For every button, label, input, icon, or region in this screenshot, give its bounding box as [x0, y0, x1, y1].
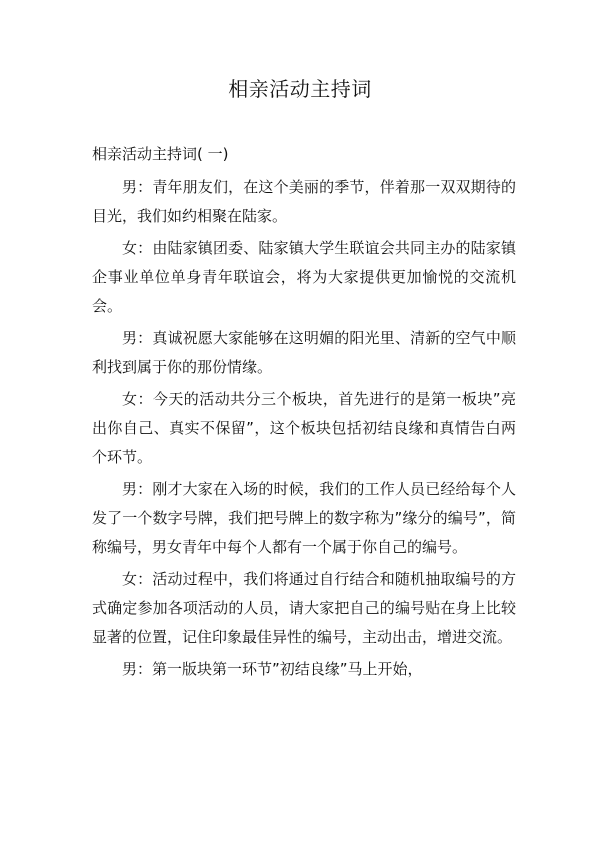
- paragraph-1: 男：青年朋友们，在这个美丽的季节，伴着那一双双期待的目光，我们如约相聚在陆家。: [92, 178, 516, 225]
- paragraph-3: 男：真诚祝愿大家能够在这明媚的阳光里、清新的空气中顺利找到属于你的那份情缘。: [92, 329, 516, 376]
- paragraph-4: 女：今天的活动共分三个板块，首先进行的是第一板块”亮出你自己、真实不保留”，这个板块包括初结良缘和真情告白两个环节。: [92, 390, 516, 466]
- document-body: [92, 140, 516, 687]
- section-subtitle: 相亲活动主持词( 一): [92, 145, 229, 163]
- paragraph-2: 女：由陆家镇团委、陆家镇大学生联谊会共同主办的陆家镇企事业单位单身青年联谊会，将为大家提供更加愉悦的交流机会。: [92, 239, 516, 315]
- paragraph-5: 男：刚才大家在入场的时候，我们的工作人员已经给每个人发了一个数字号牌，我们把号牌上的数字称为”缘分的编号”，简称编号，男女青年中每个人都有一个属于你自己的编号。: [92, 480, 516, 556]
- paragraph-7: 男：第一版块第一环节”初结良缘”马上开始，: [122, 660, 423, 678]
- document-title: 相亲活动主持词: [228, 77, 372, 101]
- paragraph-6: 女：活动过程中，我们将通过自行结合和随机抽取编号的方式确定参加各项活动的人员，请大家把自己的编号贴在身上比较显著的位置，记住印象最佳异性的编号，主动出击，增进交流。: [92, 570, 516, 646]
